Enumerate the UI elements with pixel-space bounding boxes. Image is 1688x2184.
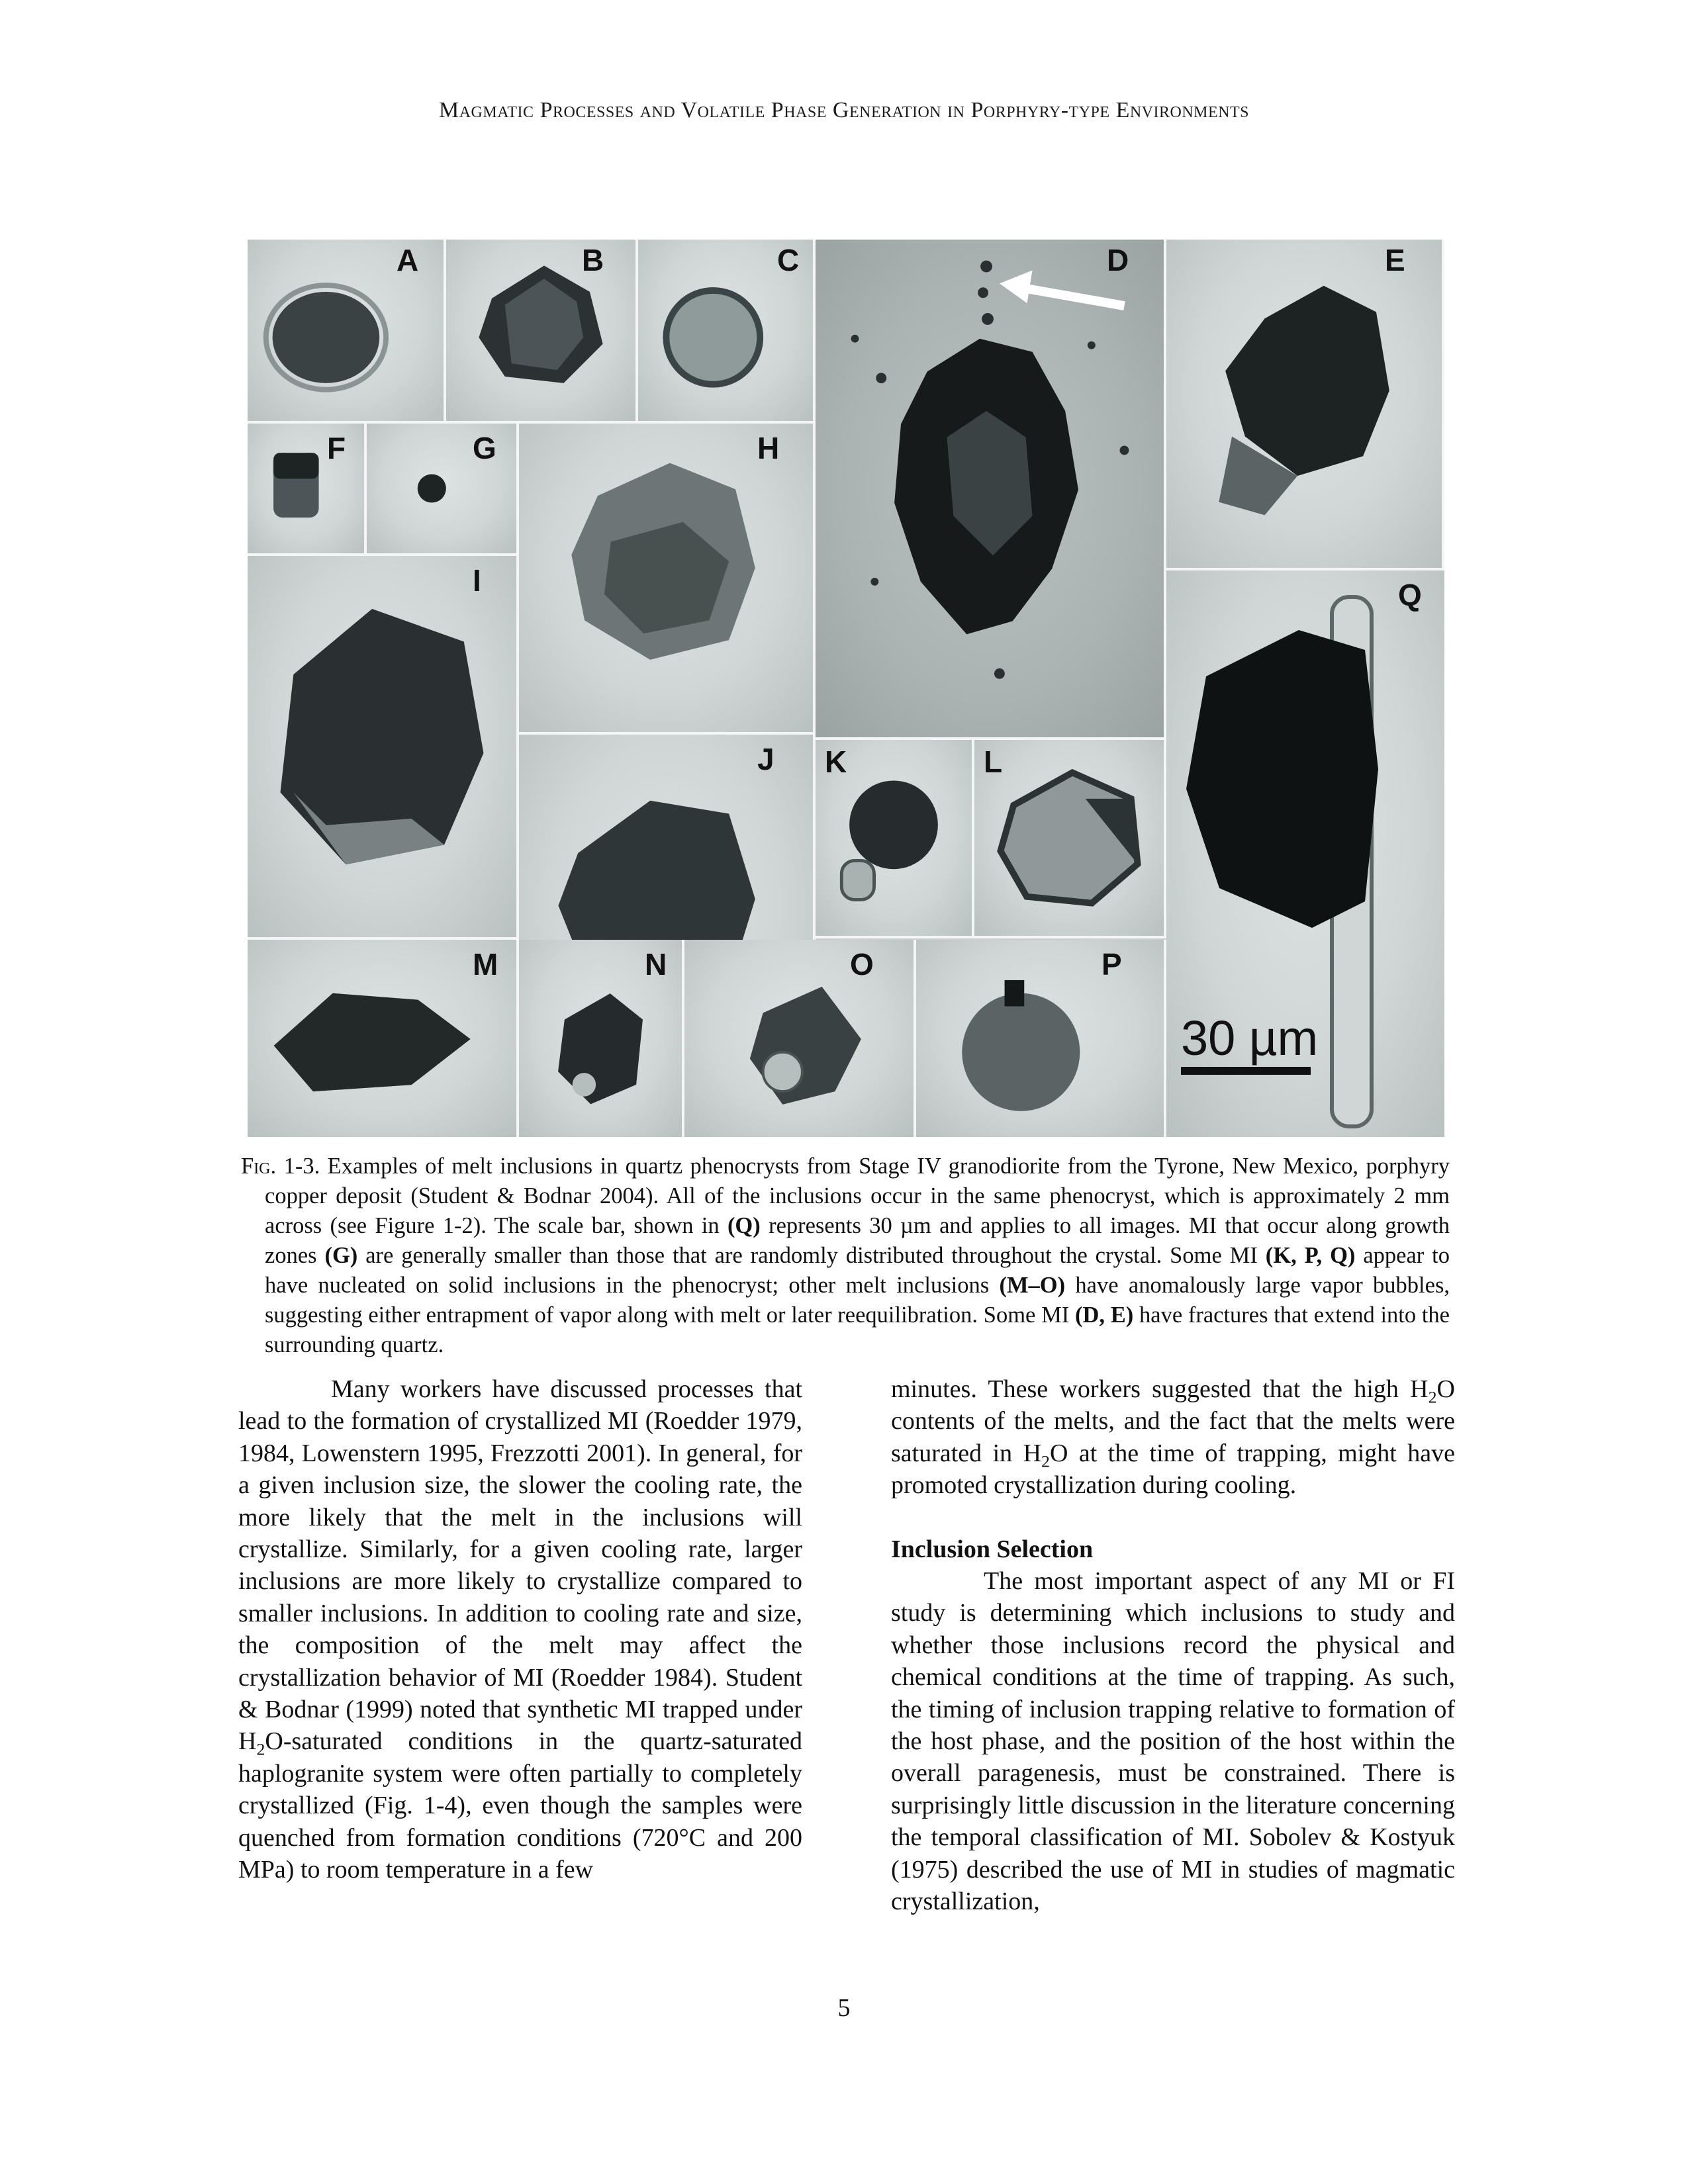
figure-caption: Fig. 1-3. Examples of melt inclusions in quartz phenocrysts from Stage IV granodiorite from the Tyrone, New Mexico, porphyry copper deposit (Student & Bodnar 2004). All of the inclusions occur in the same phenocryst, which is approximately 2 mm across (see Figure 1-2). The scale bar, shown in (Q) represents 30 µm and applies to all images. MI that occur along growth zones (G) are generally smaller than those that are randomly distributed throughout the crystal. Some MI (K, P, Q) appear to have nucleated on solid inclusions in the phenocryst; other melt inclusions (M–O) have anomalously large vapor bubbles, suggesting either entrapment of vapor along with melt or later reequilibration. Some MI (D, E) have fractures that extend into the surrounding quartz.: [241, 1154, 1450, 1357]
panel-g: [367, 424, 519, 556]
panel-label-e: E: [1385, 243, 1405, 277]
panel-label-f: F: [327, 431, 346, 465]
running-head: Magmatic Processes and Volatile Phase Generation in Porphyry-type Environments: [438, 98, 1250, 122]
panel-label-q: Q: [1398, 578, 1422, 612]
panel-f: [248, 424, 367, 556]
paragraph-crystallized-mi: Many workers have discussed processes that lead to the formation of crystallized MI (Roedder 1979, 1984, Lowenstern 1995, Frezzotti 2001). In general, for a given inclusion size, the slower the cooling rate, the more likely that the melt in the inclusions will crystallize. Similarly, for a given cooling rate, larger inclusions are more likely to crystallize compared to smaller inclusions. In addition to cooling rate and size, the composition of the melt may affect the crystallization behavior of MI (Roedder 1984). Student & Bodnar (1999) noted that synthetic MI trapped under $H_2O$-saturated conditions in the quartz-saturated haplogranite system were often partially to completely crystallized (Fig. 1-4), even though the samples were quenched from formation conditions (720°C and 200 MPa) to room temperature in a few: [238, 1375, 802, 1884]
panel-label-i: I: [473, 563, 481, 598]
panel-label-c: C: [777, 243, 800, 277]
paragraph-inclusion-selection: The most important aspect of any MI or FI study is determining which inclusions to study and whether those inclusions record the physical and chemical conditions at the time of trapping. As such, the timing of inclusion trapping relative to formation of the host phase, and the position of the host within the overall paragenesis, must be constrained. There is surprisingly little discussion in the literature concerning the temporal classification of MI. Sobolev & Kostyuk (1975) described the use of MI in studies of magmatic crystallization,: [891, 1567, 1455, 1916]
panel-label-g: G: [473, 431, 496, 465]
panel-e: [1166, 240, 1444, 570]
scale-bar: [1181, 1011, 1320, 1075]
left-column: [238, 1373, 802, 1886]
panel-label-d: D: [1107, 243, 1129, 277]
panel-label-m: M: [473, 947, 498, 981]
panel-label-p: P: [1102, 947, 1122, 981]
panel-label-b: B: [582, 243, 604, 277]
panel-i: [248, 556, 519, 940]
panel-n: [519, 940, 684, 1137]
figure-melt-inclusions: [248, 240, 1444, 1137]
panel-d: [816, 240, 1166, 740]
panel-label-k: K: [825, 745, 847, 779]
panel-a: [248, 240, 446, 424]
panel-k: [816, 740, 974, 938]
panel-label-l: L: [984, 745, 1003, 779]
scale-bar-label: 30 µm: [1181, 1011, 1319, 1066]
panel-label-h: H: [757, 431, 780, 465]
paragraph-continuation: minutes. These workers suggested that the high $H_2O$ contents of the melts, and the fact that the melts were saturated in $H_2O$ at the time of trapping, might have promoted crystallization during cooling.: [891, 1375, 1456, 1500]
panel-h: [519, 424, 816, 735]
panel-label-n: N: [645, 947, 667, 981]
panel-o: [684, 940, 916, 1137]
right-column: [891, 1373, 1455, 1918]
panel-label-j: J: [757, 742, 774, 776]
panel-l: [974, 740, 1166, 938]
panel-c: [638, 240, 816, 424]
panel-b: [446, 240, 638, 424]
panel-p: [916, 940, 1166, 1137]
page-number: 5: [837, 1994, 851, 2022]
panel-label-a: A: [397, 243, 419, 277]
panel-m: [248, 940, 519, 1137]
scale-bar-line: [1181, 1067, 1311, 1075]
section-heading-inclusion-selection: Inclusion Selection: [891, 1535, 1094, 1563]
panel-label-o: O: [850, 947, 874, 981]
